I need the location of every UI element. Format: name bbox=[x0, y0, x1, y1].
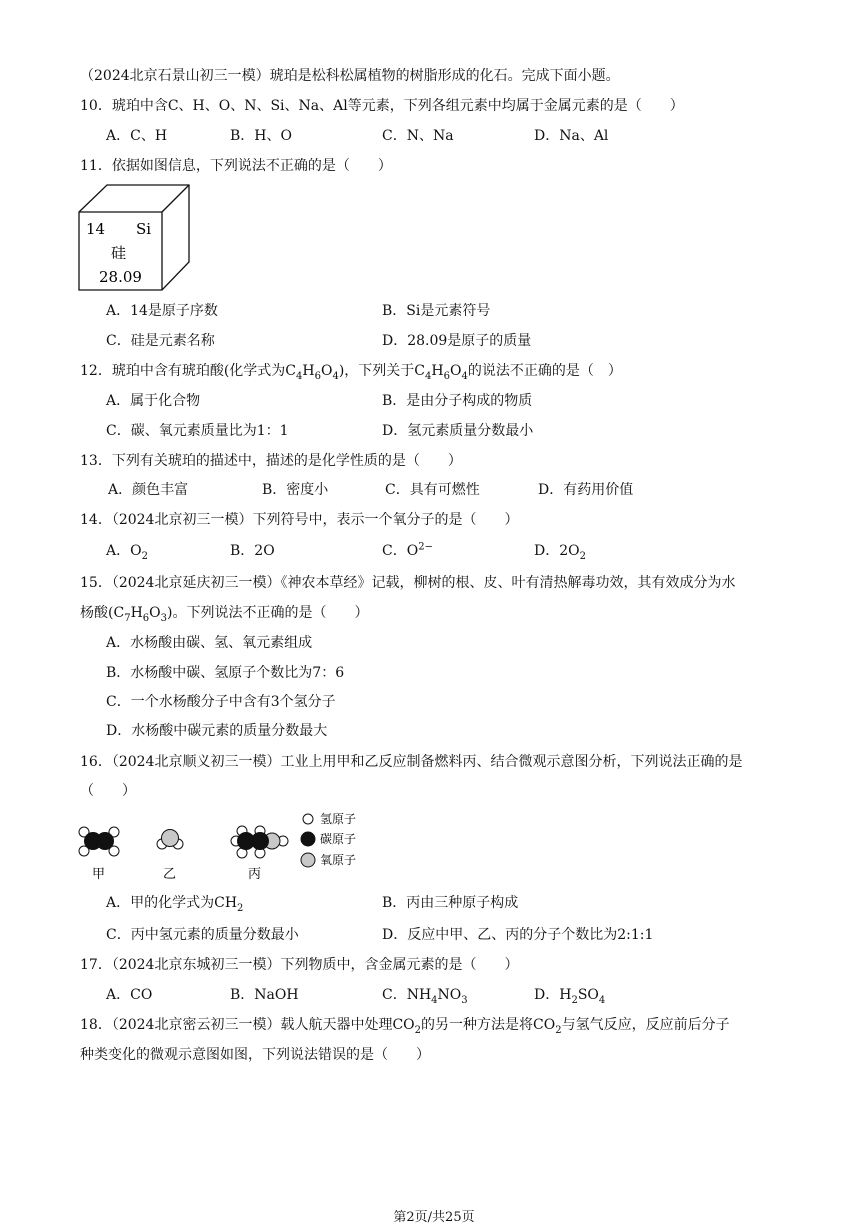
question-11-stem: 11．依据如图信息，下列说法不正确的是（ ） bbox=[80, 158, 392, 174]
q11-option-d: D．28.09是原子的质量 bbox=[382, 333, 532, 349]
molecule-diagram bbox=[76, 808, 376, 888]
passage-intro: （2024北京石景山初三一模）琥珀是松科松属植物的树脂形成的化石。完成下面小题。 bbox=[80, 68, 620, 84]
element-atomic-mass: 28.09 bbox=[99, 268, 142, 286]
question-13-stem: 13．下列有关琥珀的描述中，描述的是化学性质的是（ ） bbox=[80, 453, 462, 469]
q13-option-a: A．颜色丰富 bbox=[108, 482, 189, 498]
q14-option-b: B．2O bbox=[230, 543, 275, 559]
q16-option-c: C．丙中氢元素的质量分数最小 bbox=[106, 927, 299, 943]
succinic-acid-formula: $C_4H_6O_4$ bbox=[285, 363, 339, 382]
q14-option-d: D．$2O_2$ bbox=[534, 543, 586, 562]
q12-option-d: D．氢元素质量分数最小 bbox=[382, 423, 534, 439]
question-18-stem-line1: 18．（2024北京密云初三一模）载人航天器中处理$CO_2$的另一种方法是将$CO_2$与氢气反应，反应前后分子 bbox=[80, 1017, 730, 1036]
element-atomic-number: 14 bbox=[86, 220, 106, 238]
q16-option-d: D．反应中甲、乙、丙的分子个数比为2:1:1 bbox=[382, 927, 654, 943]
question-15-stem-line2: 杨酸$(C_7H_6O_3)$。下列说法不正确的是（ ） bbox=[80, 605, 369, 624]
legend-oxygen: 氧原子 bbox=[320, 853, 357, 867]
q17-option-c: C．$NH_4NO_3$ bbox=[382, 987, 468, 1006]
label-yi: 乙 bbox=[163, 867, 177, 882]
q10-option-c: C．N、Na bbox=[382, 128, 454, 144]
label-jia: 甲 bbox=[92, 867, 106, 882]
salicylic-acid-formula: $C_7H_6O_3$ bbox=[113, 605, 168, 624]
q15-option-d: D．水杨酸中碳元素的质量分数最大 bbox=[106, 723, 328, 739]
q17-option-d: D．$H_2SO_4$ bbox=[534, 987, 606, 1006]
q17-option-a: A．CO bbox=[106, 987, 153, 1003]
molecule-bing bbox=[231, 826, 288, 858]
legend-carbon: 碳原子 bbox=[320, 832, 357, 846]
q16-option-b: B．丙由三种原子构成 bbox=[382, 895, 519, 911]
molecule-jia bbox=[79, 827, 119, 856]
q12-option-c: C．碳、氧元素质量比为1：1 bbox=[106, 423, 289, 439]
question-16-stem-line2: （ ） bbox=[80, 783, 136, 799]
element-name: 硅 bbox=[111, 244, 127, 262]
element-symbol: Si bbox=[136, 220, 152, 238]
q12-option-a: A．属于化合物 bbox=[106, 393, 201, 409]
q13-option-b: B．密度小 bbox=[262, 482, 329, 498]
q12-option-b: B．是由分子构成的物质 bbox=[382, 393, 533, 409]
q15-option-c: C．一个水杨酸分子中含有3个氢分子 bbox=[106, 694, 336, 710]
q11-option-c: C．硅是元素名称 bbox=[106, 333, 215, 349]
molecule-yi bbox=[157, 830, 183, 850]
q11-option-b: B．Si是元素符号 bbox=[382, 303, 491, 319]
legend-hydrogen: 氢原子 bbox=[320, 812, 357, 826]
question-12-stem: 12．琥珀中含有琥珀酸(化学式为$C_4H_6O_4$)，下列关于$C_4H_6O_4$的说法不正确的是（ ） bbox=[80, 363, 622, 382]
q13-option-c: C．具有可燃性 bbox=[385, 482, 480, 498]
q13-option-d: D．有药用价值 bbox=[538, 482, 634, 498]
q15-option-a: A．水杨酸由碳、氢、氧元素组成 bbox=[106, 635, 313, 651]
succinic-acid-formula-2: $C_4H_6O_4$ bbox=[414, 363, 468, 382]
element-card-figure bbox=[78, 184, 192, 292]
q14-option-c: C．$O^{2-}$ bbox=[382, 541, 433, 559]
q14-option-a: A．$O_2$ bbox=[106, 543, 148, 562]
q10-option-b: B．H、O bbox=[230, 128, 292, 144]
legend bbox=[301, 812, 356, 867]
question-10-stem: 10．琥珀中含C、H、O、N、Si、Na、Al等元素，下列各组元素中均属于金属元素的是（ ） bbox=[80, 98, 684, 114]
q15-option-b: B．水杨酸中碳、氢原子个数比为7：6 bbox=[106, 665, 345, 681]
question-17-stem: 17．（2024北京东城初三一模）下列物质中，含金属元素的是（ ） bbox=[80, 957, 519, 973]
q11-option-a: A．14是原子序数 bbox=[106, 303, 218, 319]
q10-option-d: D．Na、Al bbox=[534, 128, 609, 144]
question-18-stem-line2: 种类变化的微观示意图如图，下列说法错误的是（ ） bbox=[80, 1047, 430, 1063]
q16-option-a: A．甲的化学式为$CH_2$ bbox=[106, 895, 244, 914]
question-16-stem-line1: 16．（2024北京顺义初三一模）工业上用甲和乙反应制备燃料丙、结合微观示意图分析，下列说法正确的是 bbox=[80, 754, 743, 770]
question-15-stem-line1: 15．（2024北京延庆初三一模）《神农本草经》记载，柳树的根、皮、叶有清热解毒功效，其有效成分为水 bbox=[80, 575, 736, 591]
q10-option-a: A．C、H bbox=[106, 128, 168, 144]
label-bing: 丙 bbox=[248, 867, 262, 882]
question-14-stem: 14．（2024北京初三一模）下列符号中，表示一个氧分子的是（ ） bbox=[80, 512, 519, 528]
page-number: 第2页/共25页 bbox=[393, 1210, 475, 1225]
q17-option-b: B．NaOH bbox=[230, 987, 299, 1003]
